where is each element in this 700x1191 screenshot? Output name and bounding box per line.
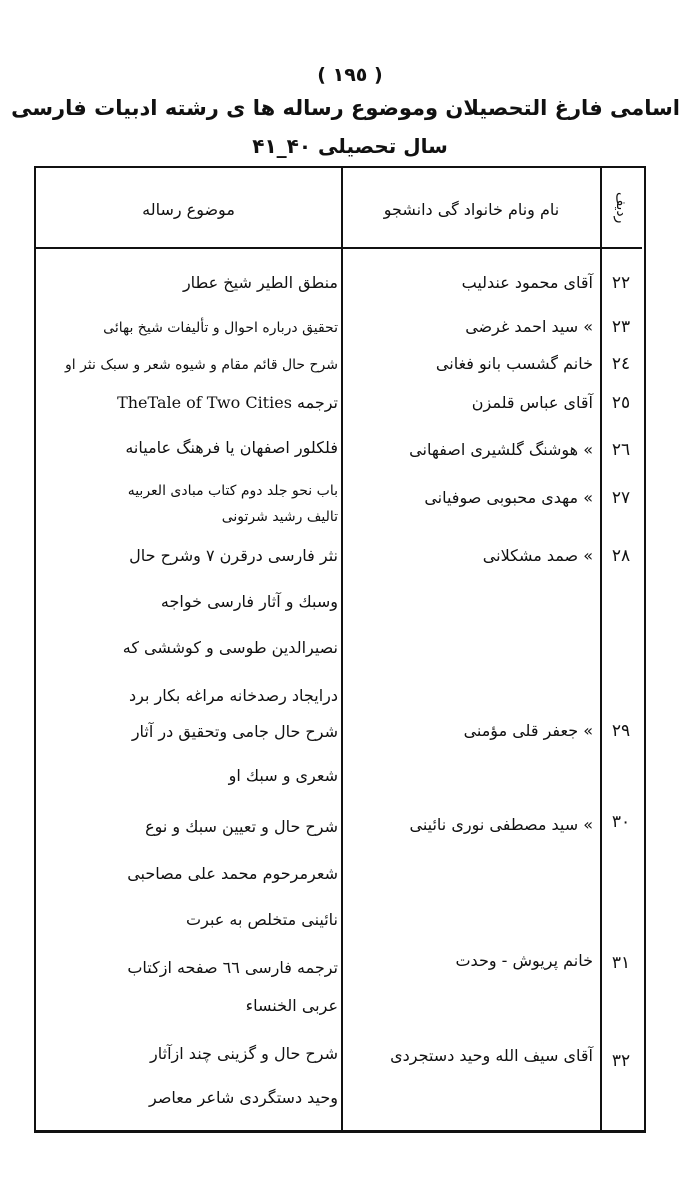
student-name: » جعفر قلی مؤمنی	[463, 721, 593, 740]
page-title: اسامی فارغ التحصیلان وموضوع رساله ها ی رشته ادبیات فارسی	[11, 96, 680, 120]
thesis-subject: شرح حال جامی وتحقیق در آثار	[131, 722, 338, 741]
row-index: ۳۰	[611, 812, 631, 832]
thesis-subject: فلکلور اصفهان یا فرهنگ عامیانه	[125, 438, 338, 457]
thesis-subject: ترجمه TheTale of Two Cities	[117, 393, 338, 412]
header-subject: موضوع رساله	[142, 200, 235, 219]
header-divider	[36, 247, 642, 249]
thesis-subject: باب نحو جلد دوم کتاب مبادی العربیه	[127, 483, 338, 499]
student-name: » سید مصطفی نوری نائینی	[409, 815, 593, 834]
thesis-subject: شرح حال و گزینی چند ازآثار	[150, 1044, 338, 1063]
thesis-subject: نصیرالدین طوسی و کوششی که	[122, 638, 338, 657]
thesis-subject: نثر فارسی درقرن ۷ وشرح حال	[129, 546, 338, 565]
thesis-subject: شرح حال و تعیین سبك و نوع	[145, 817, 338, 836]
thesis-subject: درایجاد رصدخانه مراغه بکار برد	[128, 686, 338, 705]
page-subtitle: سال تحصیلی ۴۰_۴۱	[252, 134, 448, 158]
column-divider	[341, 168, 343, 1130]
row-index: ۲٧	[611, 488, 631, 508]
row-index: ۲۸	[611, 546, 631, 566]
student-name: » سید احمد غرضی	[465, 317, 593, 336]
student-name: خانم پریوش - وحدت	[455, 951, 593, 970]
header-name: نام ونام خانواد گی دانشجو	[383, 200, 560, 219]
row-index: ۳۱	[611, 953, 631, 973]
thesis-subject: وسبك و آثار فارسی خواجه	[160, 592, 338, 611]
thesis-subject: شرح حال قائم مقام و شیوه شعر و سبک نثر او	[64, 357, 338, 373]
page-number: ( ١٩٥ )	[317, 64, 383, 86]
student-name: آقای سیف الله وحید دستجردی	[390, 1046, 593, 1065]
row-index: ۲٦	[611, 440, 631, 460]
thesis-subject: عربی الخنساء	[245, 996, 338, 1015]
thesis-subject: شعری و سبك او	[228, 766, 338, 785]
thesis-subject: تالیف رشید شرتونی	[221, 509, 338, 525]
thesis-subject: تحقیق درباره احوال و تألیفات شیخ بهائی	[103, 320, 338, 336]
student-name: آقای عباس قلمزن	[471, 393, 593, 412]
row-index: ۲۹	[611, 721, 631, 741]
row-index: ۲٤	[611, 354, 631, 374]
column-divider	[600, 168, 602, 1130]
student-name: » صمد مشکلانی	[482, 546, 593, 565]
student-name: » مهدی محبوبی صوفیانی	[424, 488, 593, 507]
thesis-subject: شعرمرحوم محمد علی مصاحبی	[127, 864, 338, 883]
row-index: ۳۲	[611, 1051, 631, 1071]
thesis-subject: وحید دستگردی شاعر معاصر	[148, 1088, 338, 1107]
row-index: ۲٥	[611, 393, 631, 413]
row-index: ۲۲	[611, 273, 631, 293]
student-name: » هوشنگ گلشیری اصفهانی	[409, 440, 593, 459]
thesis-subject: منطق الطیر شیخ عطار	[182, 273, 338, 292]
header-index: ردیف	[613, 192, 629, 224]
thesis-subject: ترجمه فارسی ٦٦ صفحه ازکتاب	[127, 958, 338, 977]
student-name: آقای محمود عندلیب	[461, 273, 593, 292]
thesis-subject: نائینی متخلص به عبرت	[186, 910, 338, 929]
row-index: ۲۳	[611, 317, 631, 337]
student-name: خانم گشسب بانو فغانی	[435, 354, 593, 373]
